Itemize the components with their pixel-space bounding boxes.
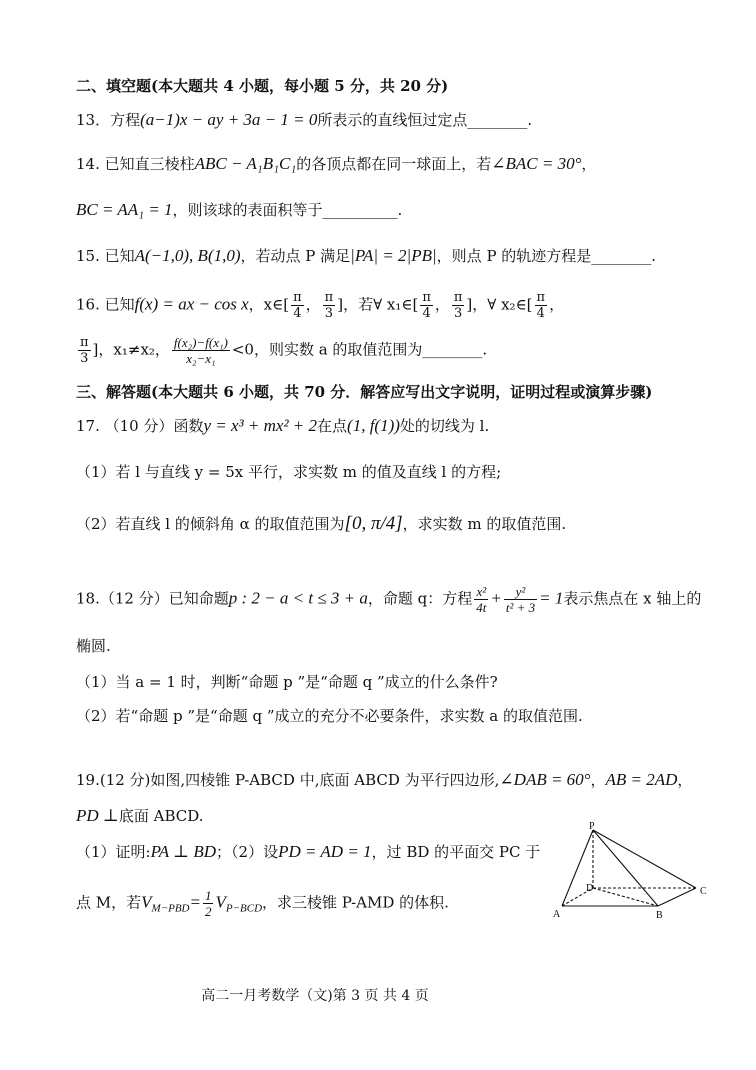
- q13-suffix: 所表示的直线恒过定点________.: [317, 111, 533, 129]
- question-16-line-1: 16. 已知f(x) = ax − cos x，x∈[ $\frac{\pi}{4}$ ， $\frac{\pi}{3}$ ]，若∀ x₁∈[ $\frac{\pi}{4}$ ， $\frac{\pi}{3}$ ]，∀ x₂∈[ $\frac{\pi}{4}$ ，: [76, 290, 565, 321]
- q13-prefix: 13．方程: [76, 111, 141, 129]
- label-c: C: [700, 886, 707, 897]
- q19-v1: V: [141, 892, 152, 912]
- q16-frac-pi-3: $\frac{\pi}{3}$: [324, 290, 334, 321]
- question-19-line-2: [76, 806, 204, 826]
- edge-pa: [562, 830, 593, 906]
- q14-angle: ∠BAC = 30°: [491, 154, 582, 173]
- q13-equation: (a−1)x − ay + 3a − 1 = 0: [140, 110, 318, 129]
- question-19-line-1: [76, 770, 692, 790]
- q19-v2: V: [215, 892, 226, 912]
- q14-comma: ，: [581, 155, 597, 173]
- q14-suffix: ，则该球的表面积等于__________.: [172, 201, 403, 219]
- q18-mid: ，命题 q：方程: [367, 589, 473, 608]
- q19-equals: =: [189, 892, 201, 912]
- q18-frac-x: $\frac{\text{x²}}{4t}$: [476, 584, 487, 615]
- q19-prefix: 19.(12 分)如图,四棱锥 P-ABCD 中,底面 ABCD 为平行四边形,: [76, 771, 500, 789]
- q19-pa-perp-bd: PA ⊥ BD: [150, 842, 217, 861]
- q17-head: 17. （10 分）函数: [76, 417, 204, 435]
- question-18-line-2: 椭圆.: [76, 637, 111, 655]
- q19-base: 底面 ABCD.: [118, 807, 204, 825]
- q19-v1-sub: M−PBD: [151, 902, 190, 915]
- edge-pc: [593, 830, 696, 888]
- q19-angle: ∠DAB = 60°: [499, 770, 591, 789]
- question-19-line-4: [76, 888, 449, 919]
- question-16-line-2: $\frac{\pi}{3}$ ]，x₁≠x₂， $\frac{\text{f(x₂)−f(x₁)}}{\text{x₂−x₁}}$ <0，则实数 a 的取值范围为________.: [80, 335, 488, 366]
- q16-domain-open: ，x∈[: [248, 295, 290, 314]
- q16-x-distinct: ，x₁≠x₂，: [98, 340, 170, 359]
- label-d: D: [586, 883, 594, 894]
- q18-equals-one: = 1: [539, 588, 564, 608]
- q16-frac-pi-4c: $\frac{\pi}{4}$: [536, 290, 546, 321]
- label-p: P: [589, 821, 595, 832]
- q17-point: (1, f(1)): [347, 416, 400, 435]
- q19-lengths: PD = AD = 1: [278, 842, 372, 861]
- q14-mid: 的各顶点都在同一球面上，若: [296, 155, 492, 173]
- question-17-head: [76, 416, 489, 436]
- question-13: [76, 110, 532, 130]
- q19-comma-2: ，: [677, 771, 693, 789]
- question-17-part-2: [76, 514, 566, 534]
- q19-suffix: ，求三棱锥 P-AMD 的体积.: [262, 893, 449, 912]
- q17-function: y = x³ + mx² + 2: [203, 416, 318, 435]
- section-2-heading: 二、填空题(本大题共 4 小题，每小题 5 分，共 20 分): [76, 77, 449, 95]
- q19-comma-1: ，: [590, 771, 606, 789]
- page-footer: 高二一月考数学（文)第 3 页 共 4 页: [201, 988, 429, 1004]
- q16-frac-pi-3c: $\frac{\pi}{3}$: [80, 335, 89, 366]
- section-3-heading: 三、解答题(本大题共 6 小题，共 70 分．解答应写出文字说明，证明过程或演算步骤): [76, 383, 653, 401]
- q15-prefix: 15. 已知: [76, 247, 135, 265]
- q15-condition: |PA| = 2|PB|: [350, 246, 437, 265]
- edge-pb: [593, 830, 658, 906]
- question-14-line-1: [76, 154, 596, 174]
- q16-forall-2: ，∀ x₂∈[: [472, 295, 533, 314]
- q19-point-m: 点 M，若: [76, 893, 142, 912]
- label-a: A: [553, 909, 561, 920]
- q17-p2-suffix: ，求实数 m 的取值范围.: [402, 515, 567, 533]
- q19-pd-perp: PD ⊥: [76, 806, 119, 825]
- q18-tail: 表示焦点在 x 轴上的: [563, 589, 702, 608]
- question-14-line-2: [76, 200, 402, 220]
- q16-forall-1: ，若∀ x₁∈[: [343, 295, 419, 314]
- q14-prefix: 14. 已知直三棱柱: [76, 155, 195, 173]
- question-18-head: [76, 584, 701, 615]
- q15-mid: ，若动点 P 满足: [240, 247, 351, 265]
- label-b: B: [656, 910, 663, 921]
- q19-plane: ，过 BD 的平面交 PC 于: [371, 843, 541, 861]
- pyramid-figure: [548, 818, 718, 926]
- q18-plus: +: [490, 588, 502, 608]
- q16-frac-pi-4b: $\frac{\pi}{4}$: [422, 290, 431, 321]
- edge-db: [593, 888, 658, 906]
- q19-part1-label: （1）证明:: [76, 843, 151, 861]
- q16-frac-pi-3b: $\frac{\pi}{3}$: [453, 290, 463, 321]
- q19-ab-ad: AB = 2AD: [605, 770, 678, 789]
- q16-frac-pi-4: $\frac{\pi}{4}$: [293, 290, 302, 321]
- q18-proposition-p: p : 2 − a < t ≤ 3 + a: [228, 588, 368, 608]
- q19-v2-sub: P−BCD: [225, 902, 263, 915]
- edge-bc: [658, 888, 696, 906]
- question-19-line-3: [76, 842, 540, 862]
- question-18-part-2: （2）若“命题 p ”是“命题 q ”成立的充分不必要条件，求实数 a 的取值范围.: [76, 707, 583, 725]
- q17-p2-interval: [0, π/4]: [344, 513, 403, 534]
- q19-half: $\frac{1}{2}$: [204, 888, 212, 919]
- q14-prism: ABC − A₁B₁C₁: [194, 154, 297, 173]
- q15-suffix: ，则点 P 的轨迹方程是________.: [436, 247, 657, 265]
- q18-head: 18.（12 分）已知命题: [76, 589, 229, 608]
- q19-part2-label: ；（2）设: [216, 843, 279, 861]
- question-15: [76, 246, 656, 266]
- question-17-part-1: （1）若 l 与直线 y = 5x 平行，求实数 m 的值及直线 l 的方程;: [76, 463, 502, 481]
- q16-suffix: <0，则实数 a 的取值范围为________.: [231, 340, 488, 359]
- q18-frac-y: $\frac{\text{y²}}{\text{t² + 3}}$: [505, 584, 536, 615]
- q16-prefix: 16. 已知: [76, 295, 135, 314]
- q16-difference-quotient: $\frac{\text{f(x₂)−f(x₁)}}{\text{x₂−x₁}}$: [173, 335, 228, 366]
- q14-length-eq: BC = AA₁ = 1: [76, 200, 173, 219]
- q17-mid: 在点: [317, 417, 348, 435]
- q17-end: 处的切线为 l.: [399, 417, 490, 435]
- q17-p2-prefix: （2）若直线 l 的倾斜角 α 的取值范围为: [76, 515, 345, 533]
- question-18-part-1: （1）当 a = 1 时，判断“命题 p ”是“命题 q ”成立的什么条件?: [76, 673, 498, 691]
- q15-points: A(−1,0), B(1,0): [134, 246, 241, 265]
- q16-function: f(x) = ax − cos x: [134, 294, 249, 314]
